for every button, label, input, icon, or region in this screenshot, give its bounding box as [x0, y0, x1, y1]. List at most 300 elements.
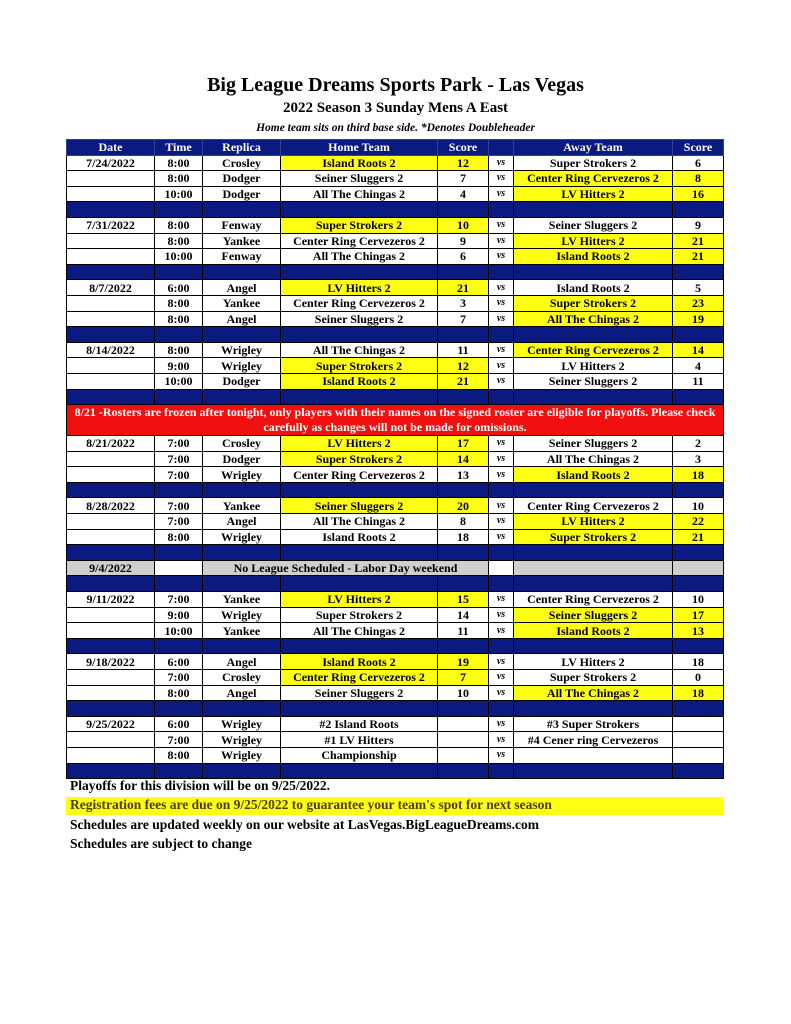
time-cell: 10:00: [155, 249, 203, 265]
schedule-table: [66, 139, 724, 779]
replica-field-cell: Angel: [203, 514, 281, 530]
away-score-cell: 5: [673, 280, 724, 296]
vs-label: vs: [489, 233, 514, 249]
vs-label: vs: [489, 217, 514, 233]
away-score-cell: 13: [673, 623, 724, 639]
date-cell: [67, 233, 155, 249]
vs-label: vs: [489, 373, 514, 389]
away-team-cell: Island Roots 2: [514, 623, 673, 639]
spacer-cell: [67, 389, 155, 405]
replica-field-cell: Yankee: [203, 592, 281, 608]
vs-label: vs: [489, 685, 514, 701]
home-team-cell: Seiner Sluggers 2: [281, 171, 438, 187]
date-cell: [67, 249, 155, 265]
date-cell: [67, 514, 155, 530]
away-score-cell: 8: [673, 171, 724, 187]
spacer-cell: [514, 701, 673, 717]
date-cell: 8/14/2022: [67, 342, 155, 358]
away-score-cell: 14: [673, 342, 724, 358]
date-cell: [67, 670, 155, 686]
spacer-cell: [155, 327, 203, 343]
away-score-cell: 18: [673, 467, 724, 483]
spacer-cell: [203, 701, 281, 717]
time-cell: 7:00: [155, 436, 203, 452]
spacer-cell: [489, 763, 514, 779]
away-score-cell: 22: [673, 514, 724, 530]
away-team-cell: LV Hitters 2: [514, 233, 673, 249]
away-team-cell: Super Strokers 2: [514, 670, 673, 686]
game-row: [67, 358, 724, 374]
replica-field-cell: Angel: [203, 685, 281, 701]
spacer-row: [67, 545, 724, 561]
spacer-cell: [155, 763, 203, 779]
registration-note: Registration fees are due on 9/25/2022 to guarantee your team's spot for next season: [66, 797, 723, 815]
schedule-note: Home team sits on third base side. *Denotes Doubleheader: [256, 122, 535, 134]
time-cell: 9:00: [155, 607, 203, 623]
time-cell: 8:00: [155, 171, 203, 187]
away-team-cell: Center Ring Cervezeros 2: [514, 171, 673, 187]
vs-label: vs: [489, 342, 514, 358]
away-team-cell: Super Strokers 2: [514, 529, 673, 545]
replica-field-cell: Yankee: [203, 623, 281, 639]
home-score-cell: 12: [438, 155, 489, 171]
week-row: [67, 560, 724, 576]
vs-label: vs: [489, 670, 514, 686]
spacer-cell: [155, 701, 203, 717]
vs-label: vs: [489, 654, 514, 670]
replica-field-cell: Angel: [203, 654, 281, 670]
home-team-cell: Island Roots 2: [281, 529, 438, 545]
vs-label: vs: [489, 311, 514, 327]
away-cell: [514, 560, 673, 576]
vs-cell: [489, 560, 514, 576]
home-score-cell: 21: [438, 373, 489, 389]
replica-field-cell: Fenway: [203, 217, 281, 233]
game-row: [67, 529, 724, 545]
home-score-cell: 7: [438, 670, 489, 686]
spacer-cell: [489, 327, 514, 343]
away-team-cell: Super Strokers 2: [514, 295, 673, 311]
spacer-cell: [673, 389, 724, 405]
home-score-cell: 15: [438, 592, 489, 608]
vs-label: vs: [489, 186, 514, 202]
replica-field-cell: Wrigley: [203, 358, 281, 374]
spacer-cell: [155, 576, 203, 592]
game-row: [67, 295, 724, 311]
time-cell: 7:00: [155, 451, 203, 467]
date-cell: 7/31/2022: [67, 217, 155, 233]
game-row: [67, 732, 724, 748]
spacer-cell: [438, 264, 489, 280]
spacer-cell: [67, 264, 155, 280]
home-score-cell: 11: [438, 342, 489, 358]
spacer-cell: [489, 576, 514, 592]
game-row: [67, 654, 724, 670]
game-row: [67, 514, 724, 530]
home-team-cell: Seiner Sluggers 2: [281, 685, 438, 701]
spacer-cell: [203, 264, 281, 280]
replica-field-cell: Crosley: [203, 155, 281, 171]
date-cell: [67, 529, 155, 545]
vs-label: vs: [489, 747, 514, 763]
spacer-cell: [67, 327, 155, 343]
replica-field-cell: Crosley: [203, 436, 281, 452]
away-team-cell: LV Hitters 2: [514, 514, 673, 530]
spacer-cell: [67, 701, 155, 717]
game-row: [67, 249, 724, 265]
game-row: [67, 747, 724, 763]
home-team-cell: All The Chingas 2: [281, 342, 438, 358]
home-score-cell: 6: [438, 249, 489, 265]
change-note: Schedules are subject to change: [70, 836, 252, 851]
date-cell: [67, 623, 155, 639]
replica-field-cell: Dodger: [203, 451, 281, 467]
game-row: [67, 217, 724, 233]
spacer-cell: [438, 202, 489, 218]
spacer-cell: [281, 701, 438, 717]
home-score-cell: 12: [438, 358, 489, 374]
away-score-cell: 10: [673, 498, 724, 514]
spacer-cell: [514, 389, 673, 405]
column-header: Time: [155, 140, 203, 156]
date-cell: 9/4/2022: [67, 560, 155, 576]
time-cell: 8:00: [155, 747, 203, 763]
date-cell: [67, 732, 155, 748]
date-cell: [67, 607, 155, 623]
replica-field-cell: Yankee: [203, 498, 281, 514]
game-row: [67, 311, 724, 327]
away-team-cell: All The Chingas 2: [514, 685, 673, 701]
website-note: Schedules are updated weekly on our website at LasVegas.BigLeagueDreams.com: [70, 817, 540, 832]
time-cell: 10:00: [155, 186, 203, 202]
home-team-cell: Island Roots 2: [281, 654, 438, 670]
spacer-cell: [438, 545, 489, 561]
replica-field-cell: Angel: [203, 280, 281, 296]
game-row: [67, 280, 724, 296]
home-score-cell: [438, 716, 489, 732]
spacer-cell: [489, 545, 514, 561]
spacer-cell: [203, 638, 281, 654]
home-team-cell: LV Hitters 2: [281, 592, 438, 608]
replica-field-cell: Angel: [203, 311, 281, 327]
date-cell: [67, 358, 155, 374]
spacer-cell: [514, 482, 673, 498]
away-score-cell: 0: [673, 670, 724, 686]
time-cell: 7:00: [155, 592, 203, 608]
away-team-cell: All The Chingas 2: [514, 451, 673, 467]
spacer-cell: [514, 545, 673, 561]
vs-label: vs: [489, 155, 514, 171]
spacer-cell: [203, 763, 281, 779]
time-cell: [155, 560, 203, 576]
home-team-cell: Seiner Sluggers 2: [281, 498, 438, 514]
column-header: [489, 140, 514, 156]
spacer-row: [67, 701, 724, 717]
replica-field-cell: Dodger: [203, 373, 281, 389]
column-header: Home Team: [281, 140, 438, 156]
date-cell: 9/11/2022: [67, 592, 155, 608]
away-team-cell: [514, 747, 673, 763]
spacer-cell: [155, 638, 203, 654]
away-score-cell: 3: [673, 451, 724, 467]
spacer-cell: [489, 202, 514, 218]
vs-label: vs: [489, 498, 514, 514]
date-cell: [67, 373, 155, 389]
game-row: [67, 342, 724, 358]
home-score-cell: 19: [438, 654, 489, 670]
away-score-cell: 2: [673, 436, 724, 452]
date-cell: [67, 171, 155, 187]
spacer-cell: [673, 482, 724, 498]
vs-label: vs: [489, 732, 514, 748]
time-cell: 9:00: [155, 358, 203, 374]
date-cell: [67, 311, 155, 327]
home-team-cell: LV Hitters 2: [281, 436, 438, 452]
away-score-cell: 10: [673, 592, 724, 608]
away-score-cell: 21: [673, 249, 724, 265]
home-team-cell: LV Hitters 2: [281, 280, 438, 296]
spacer-cell: [489, 264, 514, 280]
spacer-cell: [155, 389, 203, 405]
date-cell: 8/7/2022: [67, 280, 155, 296]
away-score-cell: [673, 716, 724, 732]
spacer-cell: [67, 763, 155, 779]
home-team-cell: Center Ring Cervezeros 2: [281, 295, 438, 311]
away-team-cell: All The Chingas 2: [514, 311, 673, 327]
away-team-cell: Center Ring Cervezeros 2: [514, 498, 673, 514]
away-team-cell: LV Hitters 2: [514, 358, 673, 374]
spacer-row: [67, 202, 724, 218]
spacer-cell: [67, 545, 155, 561]
away-team-cell: Seiner Sluggers 2: [514, 436, 673, 452]
date-cell: [67, 451, 155, 467]
home-team-cell: All The Chingas 2: [281, 186, 438, 202]
spacer-cell: [514, 327, 673, 343]
home-score-cell: 7: [438, 311, 489, 327]
away-score-cell: 23: [673, 295, 724, 311]
game-row: [67, 716, 724, 732]
spacer-cell: [281, 763, 438, 779]
date-cell: 8/21/2022: [67, 436, 155, 452]
home-score-cell: [438, 732, 489, 748]
column-header: Replica: [203, 140, 281, 156]
spacer-cell: [673, 576, 724, 592]
time-cell: 10:00: [155, 373, 203, 389]
home-score-cell: 11: [438, 623, 489, 639]
spacer-cell: [155, 202, 203, 218]
away-score-cell: 17: [673, 607, 724, 623]
home-score-cell: 9: [438, 233, 489, 249]
spacer-cell: [673, 327, 724, 343]
away-score-cell: 21: [673, 529, 724, 545]
spacer-cell: [438, 482, 489, 498]
vs-label: vs: [489, 451, 514, 467]
home-score-cell: 14: [438, 451, 489, 467]
spacer-cell: [438, 701, 489, 717]
away-score-cell: 19: [673, 311, 724, 327]
home-score-cell: [438, 747, 489, 763]
column-header: Score: [438, 140, 489, 156]
spacer-cell: [281, 482, 438, 498]
date-cell: [67, 295, 155, 311]
spacer-cell: [673, 701, 724, 717]
spacer-cell: [673, 763, 724, 779]
away-team-cell: Center Ring Cervezeros 2: [514, 592, 673, 608]
home-score-cell: 4: [438, 186, 489, 202]
date-cell: 7/24/2022: [67, 155, 155, 171]
playoffs-note: Playoffs for this division will be on 9/25/2022.: [70, 778, 331, 793]
home-team-cell: Center Ring Cervezeros 2: [281, 467, 438, 483]
time-cell: 8:00: [155, 311, 203, 327]
spacer-cell: [438, 389, 489, 405]
spacer-cell: [489, 389, 514, 405]
spacer-cell: [203, 202, 281, 218]
spacer-cell: [281, 576, 438, 592]
spacer-cell: [673, 264, 724, 280]
spacer-row: [67, 763, 724, 779]
vs-label: vs: [489, 529, 514, 545]
vs-label: vs: [489, 514, 514, 530]
game-row: [67, 186, 724, 202]
replica-field-cell: Crosley: [203, 670, 281, 686]
away-score-cell: 4: [673, 358, 724, 374]
replica-field-cell: Wrigley: [203, 716, 281, 732]
home-score-cell: 13: [438, 467, 489, 483]
game-row: [67, 436, 724, 452]
home-team-cell: Super Strokers 2: [281, 217, 438, 233]
away-score-cell: [673, 747, 724, 763]
header-row: [67, 140, 724, 156]
away-team-cell: Seiner Sluggers 2: [514, 607, 673, 623]
spacer-cell: [489, 482, 514, 498]
date-cell: 9/18/2022: [67, 654, 155, 670]
spacer-cell: [514, 763, 673, 779]
home-team-cell: Seiner Sluggers 2: [281, 311, 438, 327]
page-title: Big League Dreams Sports Park - Las Vegas: [207, 74, 584, 96]
spacer-cell: [514, 638, 673, 654]
time-cell: 7:00: [155, 498, 203, 514]
no-games-note: No League Scheduled - Labor Day weekend: [203, 560, 489, 576]
time-cell: 8:00: [155, 233, 203, 249]
home-score-cell: 21: [438, 280, 489, 296]
away-team-cell: LV Hitters 2: [514, 186, 673, 202]
away-score-cell: 21: [673, 233, 724, 249]
vs-label: vs: [489, 295, 514, 311]
home-score-cell: 8: [438, 514, 489, 530]
spacer-cell: [281, 202, 438, 218]
date-cell: [67, 186, 155, 202]
game-row: [67, 592, 724, 608]
away-score-cell: 9: [673, 217, 724, 233]
time-cell: 7:00: [155, 514, 203, 530]
vs-label: vs: [489, 716, 514, 732]
game-row: [67, 623, 724, 639]
vs-label: vs: [489, 171, 514, 187]
spacer-cell: [489, 701, 514, 717]
away-team-cell: Island Roots 2: [514, 280, 673, 296]
home-team-cell: Center Ring Cervezeros 2: [281, 233, 438, 249]
game-row: [67, 670, 724, 686]
time-cell: 8:00: [155, 342, 203, 358]
away-score-cell: [673, 732, 724, 748]
date-cell: [67, 685, 155, 701]
replica-field-cell: Wrigley: [203, 342, 281, 358]
spacer-cell: [203, 389, 281, 405]
time-cell: 6:00: [155, 654, 203, 670]
replica-field-cell: Wrigley: [203, 747, 281, 763]
column-header: Score: [673, 140, 724, 156]
spacer-cell: [67, 202, 155, 218]
column-header: Date: [67, 140, 155, 156]
vs-label: vs: [489, 436, 514, 452]
time-cell: 10:00: [155, 623, 203, 639]
home-team-cell: All The Chingas 2: [281, 249, 438, 265]
home-team-cell: Super Strokers 2: [281, 358, 438, 374]
replica-field-cell: Wrigley: [203, 607, 281, 623]
time-cell: 8:00: [155, 685, 203, 701]
spacer-cell: [281, 264, 438, 280]
game-row: [67, 685, 724, 701]
replica-field-cell: Wrigley: [203, 467, 281, 483]
spacer-cell: [203, 327, 281, 343]
away-team-cell: Center Ring Cervezeros 2: [514, 342, 673, 358]
vs-label: vs: [489, 280, 514, 296]
away-team-cell: Super Strokers 2: [514, 155, 673, 171]
game-row: [67, 171, 724, 187]
away-team-cell: Island Roots 2: [514, 467, 673, 483]
spacer-cell: [203, 576, 281, 592]
replica-field-cell: Dodger: [203, 186, 281, 202]
away-team-cell: Seiner Sluggers 2: [514, 373, 673, 389]
spacer-row: [67, 327, 724, 343]
home-score-cell: 20: [438, 498, 489, 514]
game-row: [67, 233, 724, 249]
time-cell: 7:00: [155, 670, 203, 686]
time-cell: 6:00: [155, 716, 203, 732]
date-cell: 9/25/2022: [67, 716, 155, 732]
spacer-row: [67, 389, 724, 405]
spacer-row: [67, 264, 724, 280]
time-cell: 7:00: [155, 467, 203, 483]
spacer-cell: [67, 576, 155, 592]
away-score-cell: 16: [673, 186, 724, 202]
home-team-cell: Super Strokers 2: [281, 607, 438, 623]
time-cell: 8:00: [155, 155, 203, 171]
notice-row: [67, 405, 724, 436]
home-score-cell: 17: [438, 436, 489, 452]
away-team-cell: Seiner Sluggers 2: [514, 217, 673, 233]
home-score-cell: 7: [438, 171, 489, 187]
spacer-cell: [438, 638, 489, 654]
home-score-cell: 18: [438, 529, 489, 545]
spacer-row: [67, 576, 724, 592]
spacer-cell: [281, 638, 438, 654]
replica-field-cell: Yankee: [203, 233, 281, 249]
game-row: [67, 607, 724, 623]
spacer-row: [67, 638, 724, 654]
date-cell: [67, 747, 155, 763]
time-cell: 7:00: [155, 732, 203, 748]
home-score-cell: 14: [438, 607, 489, 623]
replica-field-cell: Dodger: [203, 171, 281, 187]
spacer-cell: [673, 545, 724, 561]
spacer-cell: [155, 545, 203, 561]
home-team-cell: Championship: [281, 747, 438, 763]
spacer-cell: [281, 545, 438, 561]
spacer-row: [67, 482, 724, 498]
game-row: [67, 373, 724, 389]
away-score-cell: 6: [673, 155, 724, 171]
